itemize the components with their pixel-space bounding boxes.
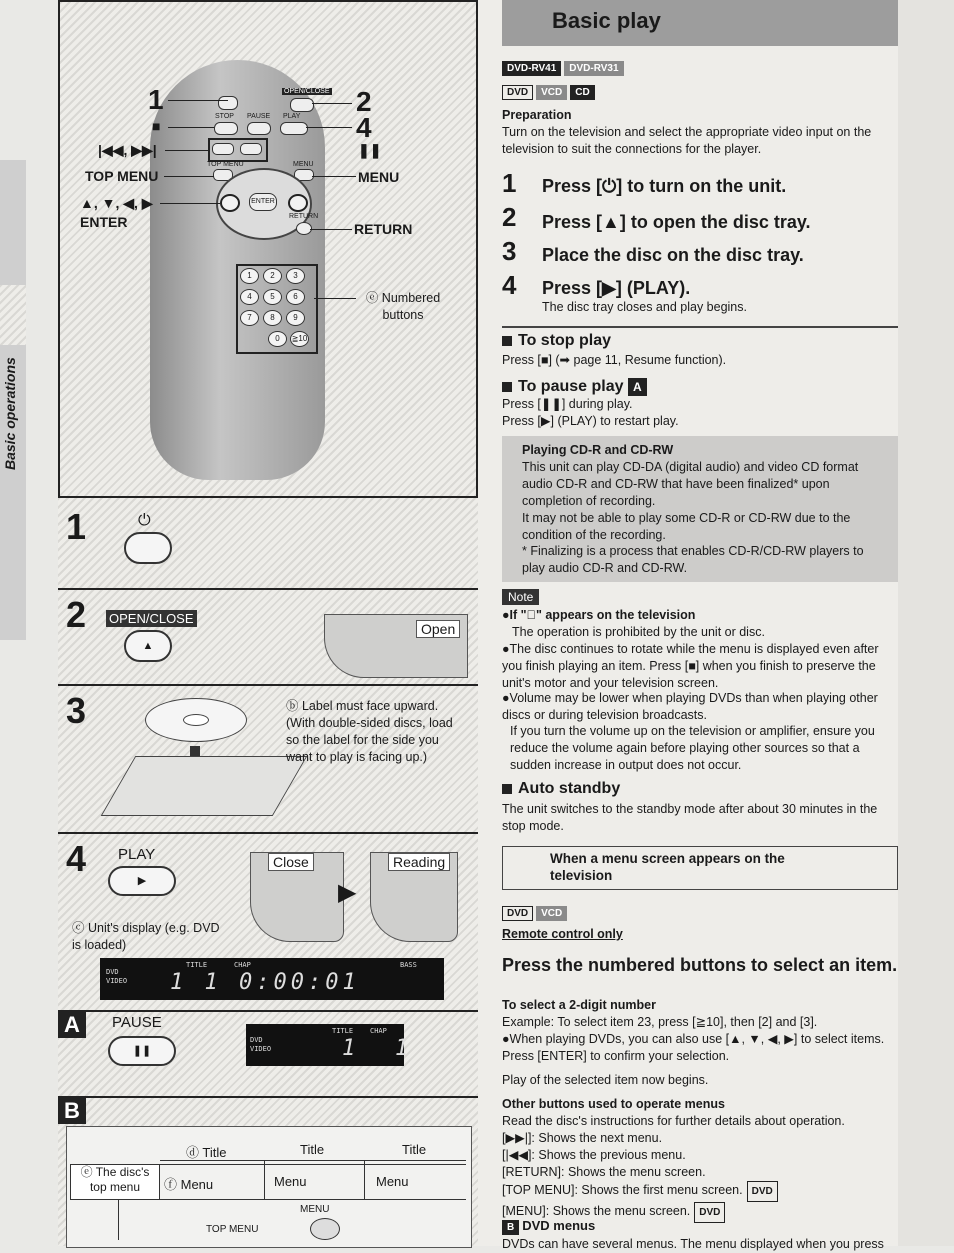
other-head: Other buttons used to operate menus [502,1097,725,1111]
pause-heading-row [502,378,650,396]
cdr-p3: * Finalizing is a process that enables CD-R/CD-RW players to play audio CD-R and CD-RW. [522,544,864,575]
dvd-badge: DVD [694,1202,725,1223]
model-badges [502,58,627,76]
pause-display-title-tag: TITLE [332,1027,354,1035]
section-b-badge: B [58,1098,86,1124]
dvd-menus-text: DVDs can have several menus. The menu displayed when you press [502,1237,884,1251]
callout-return: RETURN [354,221,413,237]
step-4-number: 4 [66,838,87,879]
leader-line [168,100,228,101]
page-title: Basic play [552,8,661,33]
section-a-badge: A [58,1012,86,1038]
leader-line [306,127,352,128]
square-bullet-icon [502,336,512,346]
callout-arrows: ▲, ▼, ◀, ▶ [80,195,153,211]
diagram-title-line [160,1160,466,1161]
pause-display-video-tag: VIDEO [250,1045,272,1053]
disc-badge: VCD [536,85,567,100]
model-badge: DVD-RV31 [564,61,623,76]
numbered-key: 2 [263,268,282,284]
numbered-key: 0 [268,331,287,347]
callout-skip: |◀◀, ▶▶| [98,142,157,158]
step-3-num: 3 [502,236,517,266]
play-begins: Play of the selected item now begins. [502,1073,709,1087]
power-icon: ⏻ [138,512,151,529]
diagram-title-3: Title [402,1142,427,1157]
close-label: Close [268,853,314,871]
play-key [280,122,308,135]
dvd-badge: DVD [747,1181,778,1202]
stop-key [214,122,238,135]
step-4-text: Press [▶] (PLAY). [542,278,691,298]
section-label: Basic operations [2,357,18,470]
power-button-illustration [124,532,172,564]
dpad-right-key [288,194,308,212]
square-bullet-icon [502,784,512,794]
callout-numbered: ⓔ Numbered buttons [365,291,441,322]
reading-label: Reading [388,853,450,871]
numbered-key: 9 [286,310,305,326]
pause-label: PAUSE [112,1014,162,1031]
pause-line-1: Press [❚❚] during play. [502,397,633,411]
disc-hole [183,714,209,726]
callout-4: 4 [356,112,372,143]
other-line: [▶▶|]: Shows the next menu. [502,1131,663,1145]
disc-badge: DVD [502,906,533,921]
enter-key: ENTER [249,193,277,211]
cdr-p2: It may not be able to play some CD-R or CD-RW due to the condition of the recording. [522,511,851,542]
step-1-num: 1 [502,168,517,198]
tray-open-label: Open [416,620,460,638]
right-margin [898,0,954,1246]
display-bass-tag: BASS [400,961,417,969]
leader-line [165,150,209,151]
other-line: [MENU]: Shows the menu screen. DVD [502,1202,898,1223]
disc-badge: CD [570,85,594,100]
pause-display [246,1024,409,1066]
menu-key-label: MENU [293,161,314,168]
arrow-right-icon: ▶ [338,879,357,906]
diagram-divider [364,1160,365,1200]
pause-display-dvd-tag: DVD [250,1036,263,1044]
pause-display-chap-tag: CHAP [370,1027,387,1035]
other-line: [TOP MENU]: Shows the first menu screen. DVD [502,1181,898,1202]
eject-button-illustration: ▲ [124,630,172,662]
callout-2: 2 [356,86,372,117]
display-readout: 1 1 0:00:01 [170,970,360,995]
pause-button-illustration: ❚❚ [108,1036,176,1066]
other-line: Read the disc's instructions for further details about operation. [502,1114,845,1128]
numbered-key: 4 [240,289,259,305]
diagram-menu-button-label: MENU [300,1204,330,1215]
diagram-menu-2: Menu [274,1174,307,1189]
pause-line-2: Press [▶] (PLAY) to restart play. [502,414,679,428]
cdr-p1: This unit can play CD-DA (digital audio) and video CD format audio CD-R and CD-RW that have been finalized* upon completion of recording. [522,460,859,508]
cdr-heading: Playing CD-R and CD-RW [522,443,674,457]
dvd-menus-heading-row [502,1218,595,1235]
diagram-topmenu-button-label: TOP MENU [206,1224,259,1235]
numbered-key: 8 [263,310,282,326]
play-label: PLAY [118,846,156,863]
return-key-label: RETURN [289,213,319,220]
step-2-number: 2 [66,594,87,635]
leader-line [312,103,352,104]
disc-tray-illustration [101,756,308,816]
dvd-menus-head: DVD menus [522,1218,596,1233]
leader-line [310,229,352,230]
numbered-key: 1 [240,268,259,284]
section-label-wrap [2,357,24,610]
two-digit-head: To select a 2-digit number [502,998,656,1012]
leader-line [164,176,214,177]
leader-line [160,203,220,204]
disc-badges [502,82,598,100]
square-bullet-icon [502,382,512,392]
step-2-num: 2 [502,202,517,232]
display-dvd-tag: DVD [106,968,119,976]
note-b1-text: The operation is prohibited by the unit or disc. [512,625,765,639]
power-key [218,96,238,110]
other-line: [|◀◀]: Shows the previous menu. [502,1148,686,1162]
display-chap-tag: CHAP [234,961,251,969]
diagram-top-menu: ⓔ The disc's top menu [70,1164,160,1200]
pause-heading: To pause play [518,378,624,395]
diagram-title-2: Title [300,1142,325,1157]
step-1-text: Press [⏻] to turn on the unit. [542,176,787,196]
display-video-tag: VIDEO [106,977,128,985]
other-line: [RETURN]: Shows the menu screen. [502,1165,706,1179]
note-b1-head: ●If "⃠" appears on the television [502,608,696,622]
note-b2: ●The disc continues to rotate while the menu is displayed even after you finish playing an item. Press [■] when you finish to preserve the unit's motor and your television screen. [502,642,879,690]
numbered-key: ≧10 [290,331,309,347]
numbered-key: 5 [263,289,282,305]
pause-key-label: PAUSE [247,113,271,120]
callout-menu: MENU [358,169,400,185]
leader-line [168,127,214,128]
numbered-key: 3 [286,268,305,284]
step-4-num: 4 [502,270,517,300]
prep-heading: Preparation [502,108,572,122]
callout-1: 1 [148,84,164,115]
numbered-heading: Press the numbered buttons to select an item. [502,955,898,975]
stop-key-label: STOP [215,113,234,120]
menu-box-text: When a menu screen appears on the television [550,851,785,883]
remote-only-label: Remote control only [502,927,623,941]
openclose-key [290,98,314,112]
unit-display-note: ⓒ Unit's display (e.g. DVD is loaded) [72,921,220,952]
play-button-illustration: ▶ [108,866,176,896]
note-label: Note [502,589,539,605]
step-1-number: 1 [66,506,87,547]
menu-badges [502,903,570,921]
stop-text: Press [■] (➡ page 11, Resume function). [502,353,727,367]
dvd-menus-ref-badge: B [502,1220,519,1235]
unit-display [100,958,444,1000]
stop-heading-row [502,332,611,350]
disc-badge: DVD [502,85,533,100]
auto-heading: Auto standby [518,780,621,797]
dpad-left-key [220,194,240,212]
note-b3: ●Volume may be lower when playing DVDs than when playing other discs or during television broadcasts. [502,691,878,722]
other-lines [502,1113,898,1223]
openclose-key-label: OPEN/CLOSE [284,88,330,95]
skip-next-key [240,143,262,155]
topmenu-key-label: TOP MENU [207,161,244,168]
diagram-arrow-line [118,1200,119,1240]
pause-display-readout: 1 1 [342,1036,409,1061]
callout-stop: ■ [152,118,161,134]
step-3-text: Place the disc on the disc tray. [542,245,804,265]
pause-ref-badge: A [628,378,647,396]
auto-text: The unit switches to the standby mode after about 30 minutes in the stop mode. [502,802,878,833]
prep-text: Turn on the television and select the appropriate video input on the television to suit the connections for the player. [502,125,872,156]
auto-heading-row [502,780,620,798]
numbered-key: 6 [286,289,305,305]
two-digit-example: Example: To select item 23, press [≧10], then [2] and [3]. [502,1015,818,1029]
label-upward-note: ⓑ Label must face upward. (With double-sided discs, load so the label for the side you want to play is facing up.) [286,699,453,764]
leader-line [314,298,356,299]
openclose-label: OPEN/CLOSE [106,610,197,627]
skip-prev-key [212,143,234,155]
diagram-title-1: ⓓ Title [186,1145,227,1160]
step-3-number: 3 [66,690,87,731]
step-1-panel [58,498,478,590]
stop-heading: To stop play [518,332,612,349]
pause-key [247,122,271,135]
numbered-key: 7 [240,310,259,326]
step-4-sub: The disc tray closes and play begins. [542,300,747,314]
diagram-divider [264,1160,265,1200]
model-badge: DVD-RV41 [502,61,561,76]
step-2-text: Press [▲] to open the disc tray. [542,212,811,232]
leader-line [312,176,356,177]
diagram-menu-button [310,1218,340,1240]
diagram-menu-1: ⓕ Menu [164,1177,214,1192]
callout-pause: ❚❚ [358,142,382,158]
divider [502,326,898,328]
two-digit-bullet: ●When playing DVDs, you can also use [▲, ▼, ◀, ▶] to select items. Press [ENTER] to confirm your selection. [502,1032,885,1063]
display-title-tag: TITLE [186,961,208,969]
diagram-menu-3: Menu [376,1174,409,1189]
note-b3b: If you turn the volume up on the television or amplifier, ensure you reduce the volume again before playing other sources so that a sudden increase in output does not occur. [510,724,875,772]
play-key-label: PLAY [283,113,301,120]
callout-topmenu: TOP MENU [85,168,159,184]
callout-enter: ENTER [80,214,128,230]
disc-badge: VCD [536,906,567,921]
